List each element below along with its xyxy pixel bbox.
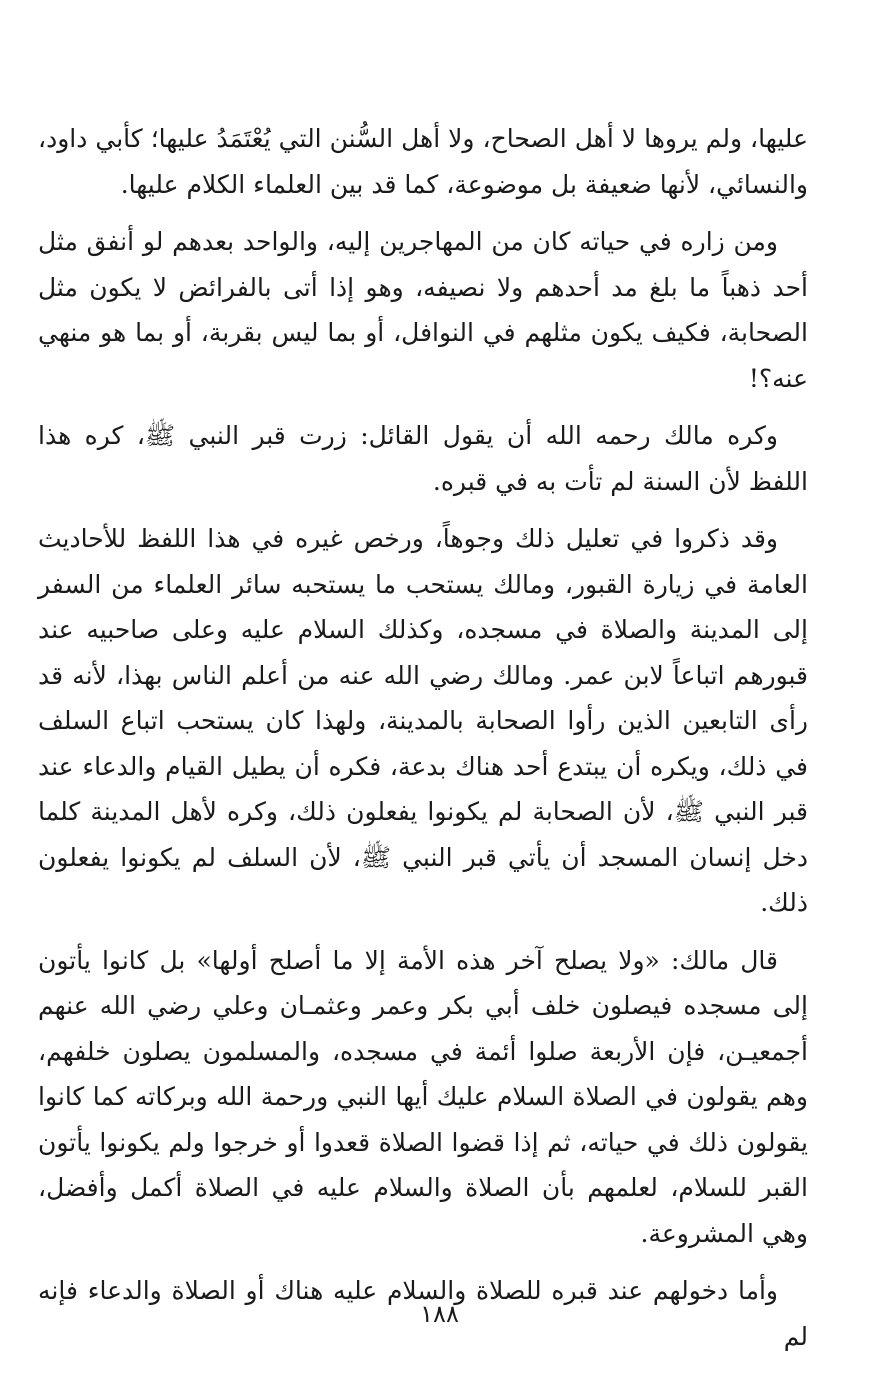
body-text: [38, 116, 808, 1371]
paragraph-1: عليها، ولم يروها لا أهل الصحاح، ولا أهل السُّنن التي يُعْتَمَدُ عليها؛ كأبي داود، والنسائي، لأنها ضعيفة بل موضوعة، كما قد بين العلماء الكلام عليها.: [38, 124, 808, 199]
paragraph-2: ومن زاره في حياته كان من المهاجرين إليه، والواحد بعدهم لو أنفق مثل أحد ذهباً ما بلغ مد أحدهم ولا نصيفه، وهو إذا أتى بالفرائض لا يكون مثل الصحابة، فكيف يكون مثلهم في النوافل، أو بما ليس بقربة، أو بما هو منهي عنه؟!: [38, 227, 808, 393]
paragraph-3: وكره مالك رحمه الله أن يقول القائل: زرت قبر النبي ﷺ، كره هذا اللفظ لأن السنة لم تأت به في قبره.: [38, 421, 808, 496]
paragraph-4: وقد ذكروا في تعليل ذلك وجوهاً، ورخص غيره في هذا اللفظ للأحاديث العامة في زيارة القبور، ومالك يستحب ما يستحبه سائر العلماء من السفر إلى المدينة والصلاة في مسجده، وكذلك السلام عليه وعلى صاحبيه عند قبورهم اتباعاً لابن عمر. ومالك رضي الله عنه من أعلم الناس بهذا، لأنه قد رأى التابعين الذين رأوا الصحابة بالمدينة، ولهذا كان يستحب اتباع السلف في ذلك، ويكره أن يبتدع أحد هناك بدعة، فكره أن يطيل القيام والدعاء عند قبر النبي ﷺ، لأن الصحابة لم يكونوا يفعلون ذلك، وكره لأهل المدينة كلما دخل إنسان المسجد أن يأتي قبر النبي ﷺ، لأن السلف لم يكونوا يفعلون ذلك.: [38, 524, 808, 917]
paragraph-5: قال مالك: «ولا يصلح آخر هذه الأمة إلا ما أصلح أولها» بل كانوا يأتون إلى مسجده فيصلون خلف أبي بكر وعمر وعثمـان وعلي رضي الله عنهم أجمعيـن، فإن الأربعة صلوا أئمة في مسجده، والمسلمون يصلون خلفهم، وهم يقولون في الصلاة السلام عليك أيها النبي ورحمة الله وبركاته كما كانوا يقولون ذلك في حياته، ثم إذا قضوا الصلاة قعدوا أو خرجوا ولم يكونوا يأتون القبر للسلام، لعلمهم بأن الصلاة والسلام عليه في الصلاة أكمل وأفضل، وهي المشروعة.: [38, 945, 808, 1248]
paragraph-6: وأما دخولهم عند قبره للصلاة والسلام عليه هناك أو الصلاة والدعاء فإنه لم: [38, 1276, 808, 1351]
page-number: ١٨٨: [420, 1300, 459, 1328]
